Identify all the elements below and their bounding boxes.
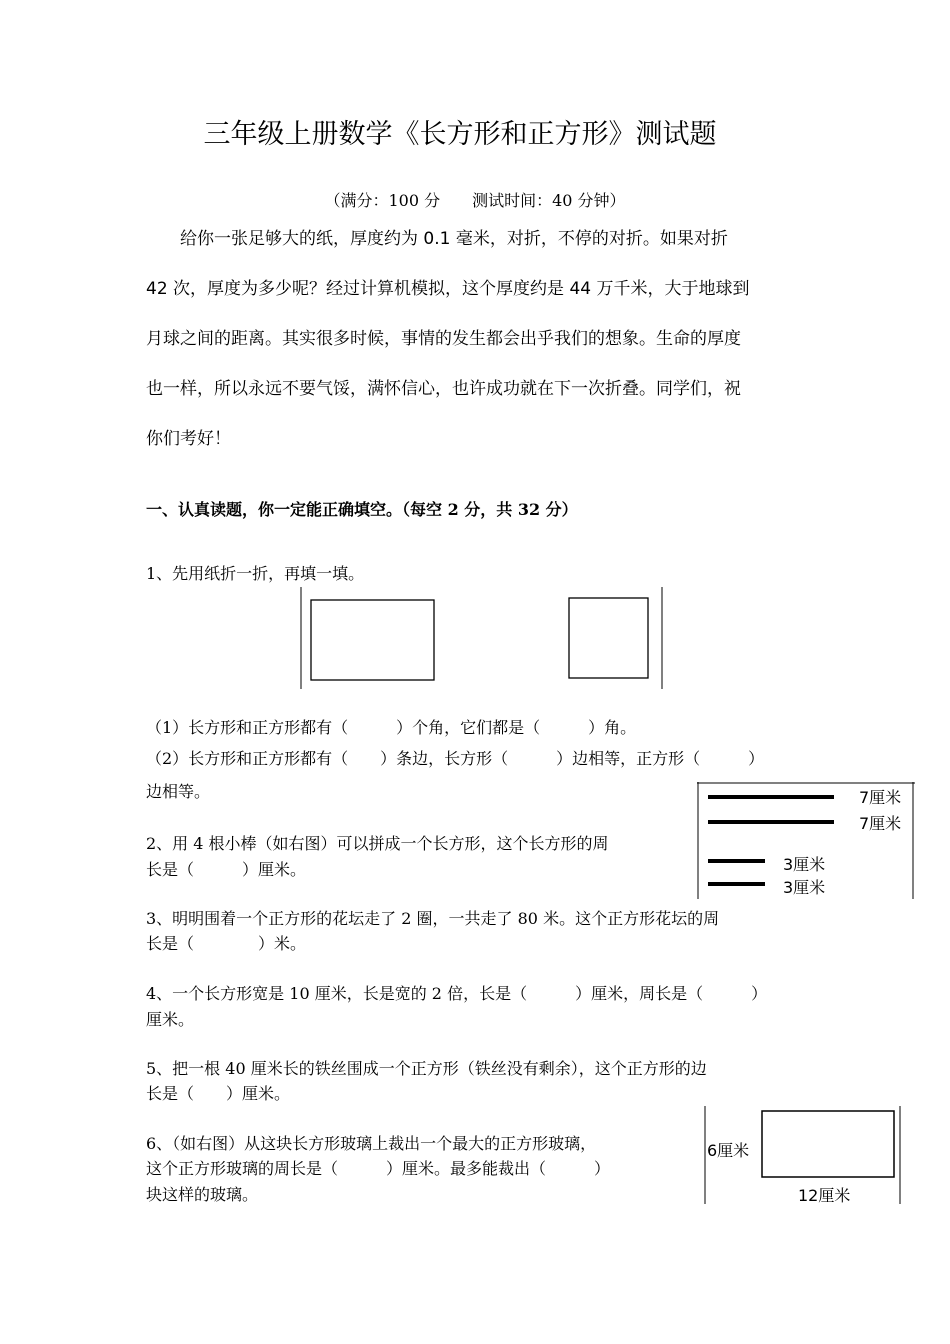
question-3-line-2: 长是（ ）米。 (146, 934, 307, 953)
square-shape (569, 598, 648, 678)
section-heading: 一、认真读题，你一定能正确填空。（每空 2 分，共 32 分） (146, 500, 578, 519)
stick-label-2: 7厘米 (859, 814, 902, 833)
intro-line-4: 也一样，所以永远不要气馁，满怀信心，也许成功就在下一次折叠。同学们，祝 (146, 379, 741, 399)
exam-info: （满分：100 分 测试时间：40 分钟） (324, 191, 626, 210)
question-1-part-2-cont: 边相等。 (146, 782, 211, 801)
intro-line-2: 42 次，厚度为多少呢？经过计算机模拟，这个厚度约是 44 万千米，大于地球到 (146, 279, 750, 299)
rectangle-shape (311, 600, 434, 680)
question-6-line-1: 6、（如右图）从这块长方形玻璃上裁出一个最大的正方形玻璃， (146, 1134, 597, 1153)
width-label: 6厘米 (707, 1141, 750, 1160)
question-4-line-1: 4、一个长方形宽是 10 厘米，长是宽的 2 倍，长是（ ）厘米，周长是（ ） (146, 984, 768, 1003)
question-2-line-1: 2、用 4 根小棒（如右图）可以拼成一个长方形，这个长方形的周 (146, 834, 609, 853)
intro-line-3: 月球之间的距离。其实很多时候，事情的发生都会出乎我们的想象。生命的厚度 (146, 329, 741, 349)
question-5-line-1: 5、把一根 40 厘米长的铁丝围成一个正方形（铁丝没有剩余），这个正方形的边 (146, 1059, 707, 1078)
question-3-line-1: 3、明明围着一个正方形的花坛走了 2 圈，一共走了 80 米。这个正方形花坛的周 (146, 909, 720, 928)
stick-label-1: 7厘米 (859, 788, 902, 807)
question-4-line-2: 厘米。 (146, 1010, 195, 1029)
page-title: 三年级上册数学《长方形和正方形》测试题 (203, 119, 717, 150)
question-6-line-3: 块这样的玻璃。 (146, 1185, 259, 1204)
length-label: 12厘米 (798, 1186, 851, 1205)
question-2-line-2: 长是（ ）厘米。 (146, 860, 307, 879)
intro-line-1: 给你一张足够大的纸，厚度约为 0.1 毫米，对折，不停的对折。如果对折 (180, 229, 728, 249)
stick-label-4: 3厘米 (783, 878, 826, 897)
rectangle-square-figure (300, 587, 665, 689)
stick-label-3: 3厘米 (783, 855, 826, 874)
question-1-part-2: （2）长方形和正方形都有（ ）条边，长方形（ ）边相等，正方形（ ） (146, 749, 765, 768)
question-1-part-1: （1）长方形和正方形都有（ ）个角，它们都是（ ）角。 (146, 718, 637, 737)
glass-figure (704, 1106, 902, 1204)
glass-rectangle (762, 1111, 894, 1177)
question-1: 1、先用纸折一折，再填一填。 (146, 564, 365, 583)
question-5-line-2: 长是（ ）厘米。 (146, 1084, 291, 1103)
intro-line-5: 你们考好！ (146, 429, 231, 449)
question-6-line-2: 这个正方形玻璃的周长是（ ）厘米。最多能裁出（ ） (146, 1159, 611, 1178)
sticks-figure (697, 782, 915, 899)
